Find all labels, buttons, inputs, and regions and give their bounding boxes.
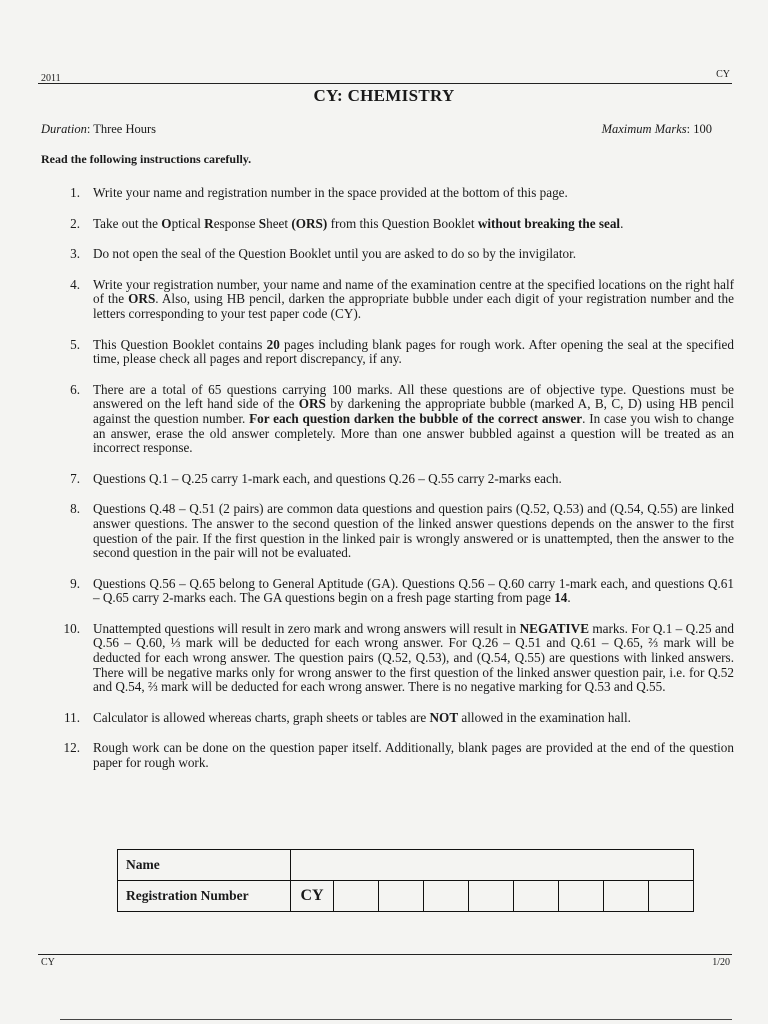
instruction-text-run: There are a total of 65 questions carrying 100 marks. All these questions are of objective type. Questions must be answered on the left hand side of the [93,381,734,412]
candidate-details-table [117,849,694,912]
instruction-text-run: Write your name and registration number in the space provided at the bottom of this page. [93,185,568,200]
instructions-heading: Read the following instructions carefully. [41,152,252,166]
instruction-item [56,472,734,487]
instruction-text-run: This Question Booklet contains [93,336,267,352]
instruction-text [93,382,734,455]
registration-digit-box[interactable] [334,881,379,912]
registration-row [118,881,694,912]
instruction-text-run: from this Question Booklet [327,215,478,231]
page-title: CY: CHEMISTRY [313,86,455,105]
instruction-emphasis: O [161,215,172,231]
name-row [118,850,694,881]
instruction-number: 3. [70,246,80,262]
instruction-text-run: Questions Q.1 – Q.25 carry 1-mark each, and questions Q.26 – Q.55 carry 2-marks each. [93,470,562,486]
instruction-item [56,741,734,770]
registration-prefix: CY [291,881,334,912]
instruction-number: 9. [70,575,80,591]
instruction-number: 1. [70,185,80,200]
registration-digit-box[interactable] [469,881,514,912]
instruction-number: 5. [70,336,80,352]
registration-label: Registration Number [118,881,291,912]
instruction-number: 6. [70,381,80,397]
instruction-text-run: . [567,590,571,606]
instruction-text-run: Do not open the seal of the Question Booklet until you are asked to do so by the invigilator. [93,246,577,262]
header-year: 2011 [41,73,61,84]
footer-paper-code: CY [41,957,55,968]
instruction-text [93,246,576,261]
instruction-item [56,577,734,606]
instruction-number: 4. [70,276,80,292]
maximum-marks-label: Maximum Marks [601,122,687,136]
instruction-emphasis: S [258,215,267,231]
instruction-text-run: pages including blank pages for rough work. After opening the seal at the specified time, please check all pages and report discrepancy, if any. [93,336,734,367]
instruction-text-run: esponse [213,215,259,231]
instruction-emphasis: R [204,215,214,231]
instruction-item [56,383,734,456]
instruction-number: 8. [70,501,80,517]
instruction-text-run: Questions Q.48 – Q.51 (2 pairs) are common data questions and question pairs (Q.52, Q.53) and (Q.54, Q.55) are linked answer questions. The answer to the second question of the linked answer questions depends on the answer to the first question of the pair. If the first question in the linked pair is wrongly answered or is unattempted, then the answer to the second question in the pair will not be evaluated. [93,501,734,561]
instruction-number: 7. [70,470,80,486]
instruction-text-run: Unattempted questions will result in zero mark and wrong answers will result in [93,620,520,636]
instruction-text-run: . [620,215,624,231]
header-paper-code: CY [716,69,730,80]
header-rule [38,83,732,84]
duration-label: Duration [41,122,87,136]
instruction-text-run: heet [266,215,292,231]
instruction-text [93,185,568,200]
registration-digit-box[interactable] [649,881,694,912]
instruction-number: 10. [63,620,80,636]
bottom-rule [60,1019,732,1020]
registration-digit-box[interactable] [604,881,649,912]
instruction-text [93,576,734,606]
instruction-number: 2. [70,215,80,231]
instruction-text [93,277,734,321]
instruction-text-run: marks. For Q.1 – Q.25 and Q.56 – Q.60, ⅓ mark will be deducted for each wrong answer. For Q.26 – Q.51 and Q.61 – Q.65, ⅔ mark will be deducted for each wrong answer. The question pairs (Q.52, Q.53), and (Q.54, Q.55) are questions with linked answers. There will be negative marks only for wrong answer to the first question of the linked answer question pair, i.e. for Q.52 and Q.54, ⅔ mark will be deducted for each wrong answer. There is no negative marking for Q.53 and Q.55. [93,620,734,695]
instruction-emphasis: NOT [429,709,459,725]
instruction-item [56,278,734,322]
registration-digit-box[interactable] [559,881,604,912]
instruction-item [56,186,734,201]
instruction-text-run: . In case you wish to change an answer, erase the old answer completely. More than one answer bubbled against a question will be treated as an incorrect response. [93,410,734,456]
instruction-text [93,471,562,486]
instruction-text [93,337,734,367]
instruction-text [93,501,734,560]
maximum-marks [602,122,712,137]
duration-value: : Three Hours [86,122,157,136]
registration-digit-box[interactable] [424,881,469,912]
instructions-list [56,186,734,787]
footer-rule [38,954,732,955]
instruction-text-run: Write your registration number, your name and name of the examination centre at the specified locations on the right half of the [93,276,734,307]
instruction-emphasis: For each question darken the bubble of the correct answer [249,410,583,426]
instruction-number: 12. [63,740,80,756]
instruction-emphasis: NEGATIVE [519,620,589,636]
registration-digit-box[interactable] [514,881,559,912]
instruction-text-run: Rough work can be done on the question paper itself. Additionally, blank pages are provided at the end of the question paper for rough work. [93,740,734,771]
footer-page-number: 1/20 [712,957,730,968]
instruction-text-run: ptical [171,215,205,231]
name-field[interactable] [291,850,694,881]
maximum-marks-value: : 100 [686,122,712,136]
instruction-emphasis: without breaking the seal [477,215,621,231]
instruction-text [93,216,623,231]
instruction-number: 11. [64,709,80,725]
instruction-item [56,711,734,726]
instruction-item [56,247,734,262]
instruction-text [93,621,734,694]
name-label: Name [118,850,291,881]
instruction-text-run: allowed in the examination hall. [458,709,631,725]
instruction-text-run: by darkening the appropriate bubble (marked A, B, C, D) using HB pencil against the question number. [93,396,735,426]
instruction-text [93,740,734,770]
instruction-emphasis: ORS [128,291,156,307]
instruction-emphasis: (ORS) [291,215,328,231]
instruction-text-run: . Also, using HB pencil, darken the appropriate bubble under each digit of your registration number and the letters corresponding to your test paper code (CY). [93,291,734,321]
registration-digit-box[interactable] [379,881,424,912]
instruction-item [56,338,734,367]
instruction-text-run: Take out the [93,215,162,231]
instruction-text-run: Calculator is allowed whereas charts, graph sheets or tables are [93,709,430,725]
instruction-item [56,622,734,695]
instruction-emphasis: 14 [554,590,568,606]
instruction-item [56,217,734,232]
instruction-item [56,502,734,560]
duration [41,122,156,137]
instruction-text [93,710,631,725]
instruction-emphasis: ORS [298,396,326,412]
instruction-emphasis: 20 [266,336,280,352]
instruction-text-run: Questions Q.56 – Q.65 belong to General Aptitude (GA). Questions Q.56 – Q.60 carry 1-mark each, and questions Q.61 – Q.65 carry 2-marks each. The GA questions begin on a fresh page starting from page [93,575,734,606]
